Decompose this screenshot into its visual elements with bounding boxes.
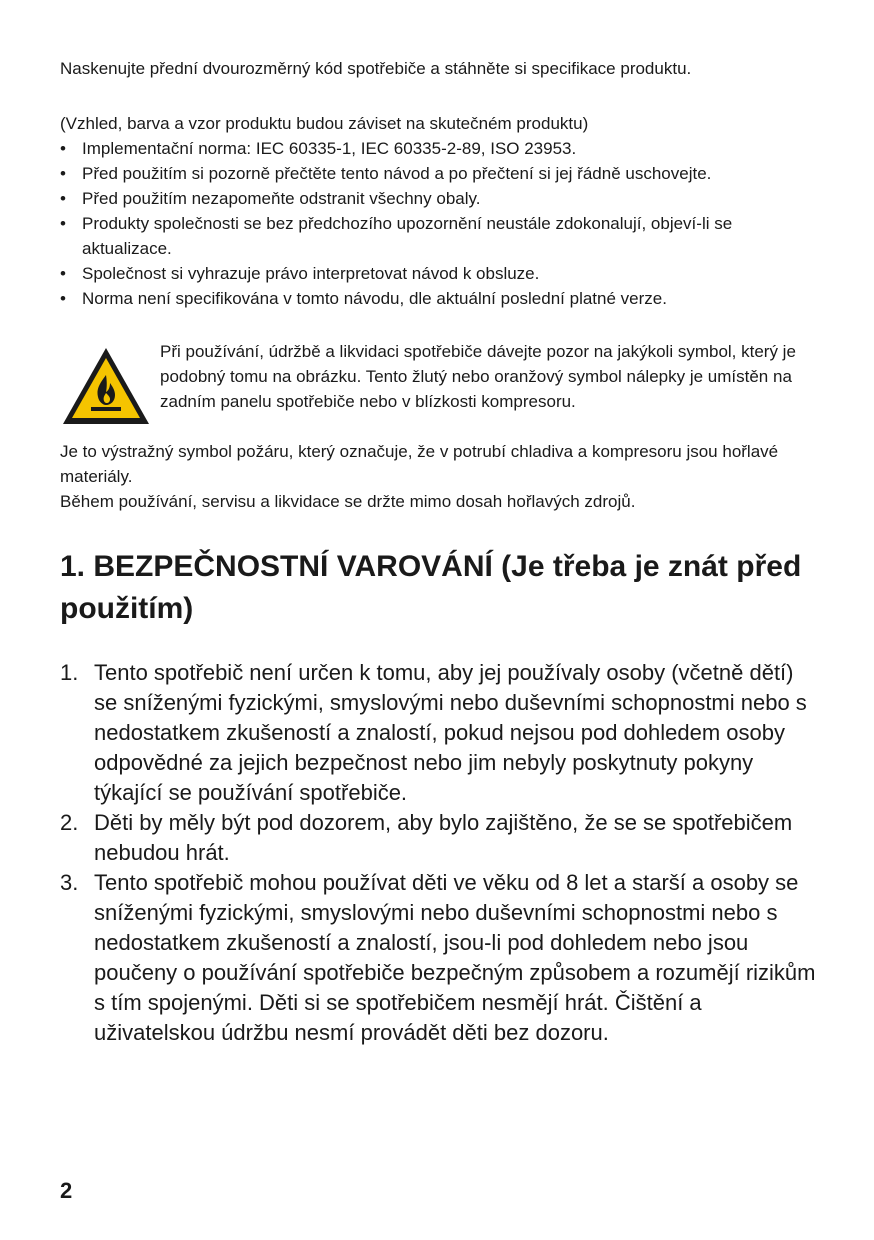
item-text: Děti by měly být pod dozorem, aby bylo zajištěno, že se se spotřebičem nebudou hrát. — [94, 810, 793, 865]
item-text: Tento spotřebič není určen k tomu, aby jej používaly osoby (včetně dětí) se sníženými fyzickými, smyslovými nebo duševními schopnostmi nebo s nedostatkem zkušeností a znalostí, pokud nejsou pod dohledem osoby odpovědné za jejich bezpečnost nebo jim nebyly poskytnuty pokyny týkající se používání spotřebiče. — [94, 660, 807, 805]
safety-warning-item — [60, 808, 820, 868]
section-title-main: 1. BEZPEČNOSTNÍ VAROVÁNÍ — [60, 550, 493, 583]
document-page — [60, 56, 820, 1048]
bullet-item: • Norma není specifikována v tomto návodu, dle aktuální poslední platné verze. — [60, 286, 820, 311]
section-title-subtitle: (Je třeba je znát před použitím) — [60, 550, 802, 625]
item-text: Tento spotřebič mohou používat děti ve věku od 8 let a starší a osoby se sníženými fyzickými, smyslovými nebo duševními schopnostmi nebo s nedostatkem zkušeností a znalostí, jsou-li pod dohledem nebo jsou poučeny o používání spotřebiče bezpečným způsobem a rozumějí rizikům s tím spojenými. Děti si se spotřebičem nesmějí hrát. Čištění a uživatelskou údržbu nesmí provádět děti bez dozoru. — [94, 870, 816, 1045]
safety-warning-item — [60, 658, 820, 808]
bullet-item: • Společnost si vyhrazuje právo interpretovat návod k obsluze. — [60, 261, 820, 286]
bullet-item: • Před použitím nezapomeňte odstranit všechny obaly. — [60, 186, 820, 211]
bullet-list — [60, 136, 820, 311]
appearance-note: (Vzhled, barva a vzor produktu budou záviset na skutečném produktu) — [60, 114, 589, 133]
page-number: 2 — [60, 1178, 73, 1203]
item-number: 1. — [60, 660, 79, 685]
bullet-item: • Před použitím si pozorně přečtěte tento návod a po přečtení si jej řádně uschovejte. — [60, 161, 820, 186]
flammable-warning-block — [60, 339, 820, 439]
safety-warning-item — [60, 868, 820, 1048]
bullet-item: • Implementační norma: IEC 60335-1, IEC 60335-2-89, ISO 23953. — [60, 136, 820, 161]
bullet-item: • Produkty společnosti se bez předchozího upozornění neustále zdokonalují, objeví-li se aktualizace. — [60, 211, 820, 261]
fire-warning-paragraph: Během používání, servisu a likvidace se držte mimo dosah hořlavých zdrojů. — [60, 492, 636, 511]
warning-text: Při používání, údržbě a likvidaci spotřebiče dávejte pozor na jakýkoli symbol, který je podobný tomu na obrázku. Tento žlutý nebo oranžový symbol nálepky je umístěn na zadním panelu spotřebiče nebo v blízkosti kompresoru. — [160, 342, 796, 411]
item-number: 3. — [60, 870, 79, 895]
section-title — [60, 546, 820, 630]
item-number: 2. — [60, 810, 79, 835]
safety-warning-list — [60, 658, 820, 1048]
intro-text: Naskenujte přední dvourozměrný kód spotřebiče a stáhněte si specifikace produktu. — [60, 59, 692, 78]
flammable-warning-icon — [60, 345, 152, 427]
fire-warning-paragraph: Je to výstražný symbol požáru, který označuje, že v potrubí chladiva a kompresoru jsou hořlavé materiály. — [60, 442, 779, 486]
